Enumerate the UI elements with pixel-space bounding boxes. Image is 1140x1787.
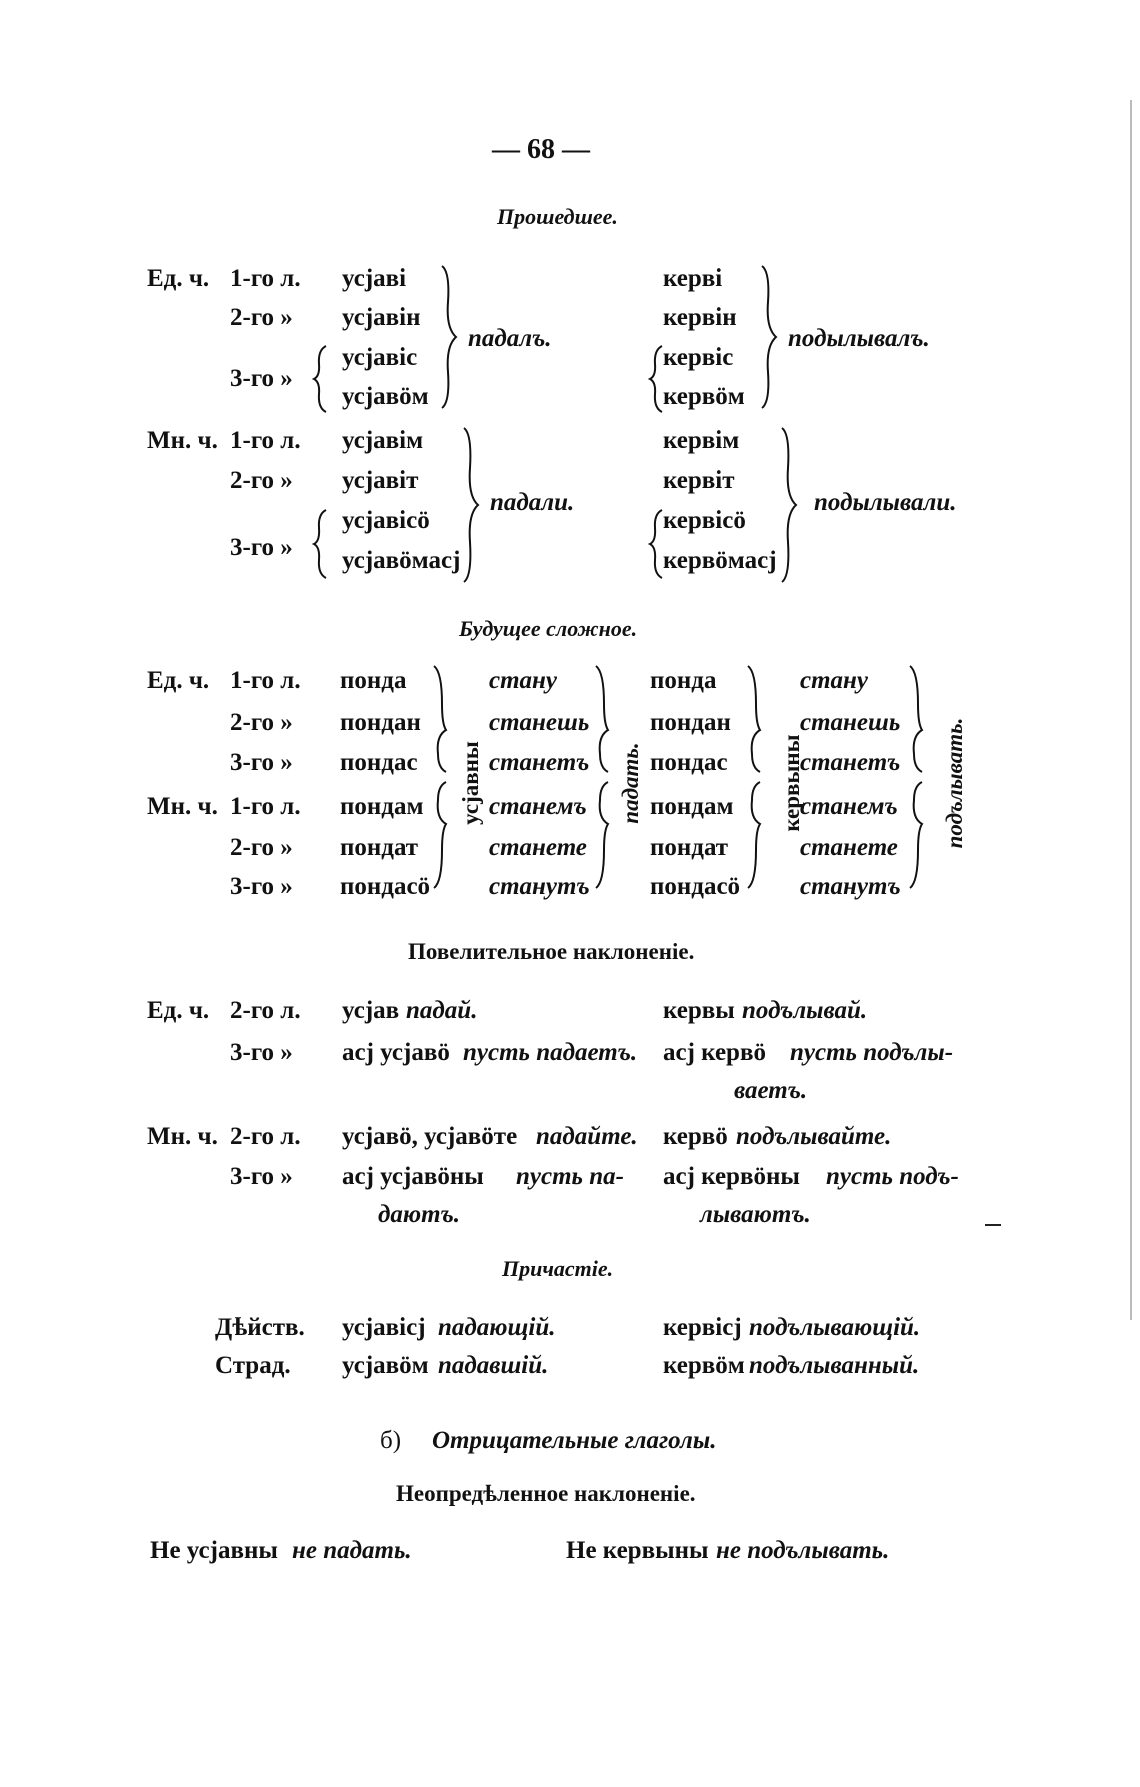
future-right-stanu-4: станемъ [800, 793, 898, 820]
margin-mark [985, 1224, 1001, 1226]
future-right-stanu-2: станешь [800, 709, 901, 736]
future-left-stanu-1: стану [489, 667, 558, 694]
past-pl-left-1: усјавім [342, 427, 424, 454]
future-left-stanu-3: станетъ [489, 749, 590, 776]
future-right-aux-4: пондам [650, 793, 734, 820]
past-sg-right-2: кервін [663, 304, 737, 331]
imp-sg3-right-translation-cont: ваетъ. [734, 1077, 808, 1104]
past-pl-p3: 3-го » [230, 534, 293, 561]
future-left-aux-5: пондат [340, 834, 419, 861]
future-person-2: 2-го » [230, 709, 293, 736]
brace-future-right-stanu-pl [908, 780, 924, 890]
future-person-3: 3-го » [230, 749, 293, 776]
negative-right-translation: не подълывать. [716, 1537, 890, 1564]
imp-sg-p2: 2-го л. [230, 997, 301, 1024]
participle-active-label: Дѣйств. [215, 1314, 305, 1341]
future-person-6: 3-го » [230, 873, 293, 900]
imp-pl3-left-translation: пусть па- [516, 1163, 624, 1190]
future-left-stanu-6: станутъ [489, 873, 590, 900]
future-left-stanu-5: станете [489, 834, 587, 861]
past-heading: Прошедшее. [497, 204, 618, 229]
brace-past-sg-3rd [312, 344, 328, 414]
future-person-5: 2-го » [230, 834, 293, 861]
imp-sg3-right-translation: пусть подълы- [790, 1039, 954, 1066]
imp-sg2-right: кервы [663, 997, 735, 1024]
future-pl-label: Мн. ч. [147, 793, 218, 820]
negative-section-letter: б) [380, 1427, 402, 1454]
past-pl-left-2: усјавіт [342, 467, 419, 494]
imp-pl3-right-translation: пусть подъ- [826, 1163, 959, 1190]
future-person-1: 1-го л. [230, 667, 301, 694]
brace-past-sg-3rd-right [648, 344, 664, 414]
past-sg-right-4: кервӧм [663, 383, 745, 410]
brace-past-pl-3rd-right [648, 508, 664, 580]
imp-pl3-left: асј усјавӧны [342, 1163, 484, 1190]
participle-passive-right-translation: подълыванный. [749, 1352, 920, 1379]
past-pl-right-4: кервӧмасј [663, 547, 777, 574]
past-sg-left-translation: падалъ. [468, 325, 552, 352]
imp-sg2-right-translation: подълывай. [742, 997, 868, 1024]
past-sg-right-3: кервіс [663, 344, 734, 371]
imp-pl3-right: асј кервӧны [663, 1163, 800, 1190]
participle-active-left-translation: падающій. [438, 1314, 556, 1341]
participle-heading: Причастіе. [502, 1256, 614, 1281]
imp-pl2-left: усјавӧ, усјавӧте [342, 1123, 518, 1150]
past-pl-left-translation: падали. [490, 489, 575, 516]
brace-past-sg-left [440, 262, 460, 412]
page-edge-line [1130, 100, 1132, 1320]
past-sg-p2: 2-го » [230, 304, 293, 331]
brace-future-right-aux-sg [746, 664, 762, 774]
brace-past-pl-3rd [312, 508, 328, 580]
past-sg-p1: 1-го л. [230, 265, 301, 292]
future-left-aux-6: пондасӧ [340, 873, 431, 900]
imp-sg3-left: асј усјавӧ [342, 1039, 450, 1066]
future-right-stanu-3: станетъ [800, 749, 901, 776]
future-translation-right: подълывать. [942, 717, 967, 849]
past-pl-left-3: усјавісӧ [342, 507, 430, 534]
participle-passive-right: кервӧм [663, 1352, 745, 1379]
future-right-aux-6: пондасӧ [650, 873, 741, 900]
brace-past-sg-right [760, 262, 780, 412]
future-right-aux-1: понда [650, 667, 717, 694]
negative-left-translation: не падать. [292, 1537, 412, 1564]
future-infinitive-right: кервыны [779, 734, 804, 832]
past-sg-right-translation: подылывалъ. [788, 325, 930, 352]
imp-pl3-right-translation-cont: лываютъ. [700, 1201, 811, 1228]
past-sg-label: Ед. ч. [147, 265, 210, 292]
past-pl-right-translation: подылывали. [814, 489, 957, 516]
brace-future-left-stanu-pl [594, 780, 610, 890]
negative-left-verb: Не усјавны [150, 1537, 278, 1564]
past-pl-p1: 1-го л. [230, 427, 301, 454]
future-left-aux-1: понда [340, 667, 407, 694]
past-pl-label: Мн. ч. [147, 427, 218, 454]
imp-pl2-right: кервӧ [663, 1123, 728, 1150]
future-right-stanu-1: стану [800, 667, 869, 694]
imp-pl2-right-translation: подълывайте. [736, 1123, 892, 1150]
participle-passive-left-translation: падавшій. [438, 1352, 549, 1379]
page-number: — 68 — [492, 134, 590, 165]
past-sg-left-1: усјаві [342, 265, 407, 292]
imp-sg3-left-translation: пусть падаетъ. [463, 1039, 638, 1066]
participle-active-right-translation: подълывающій. [749, 1314, 921, 1341]
past-pl-right-1: кервім [663, 427, 740, 454]
brace-future-left-aux-pl [432, 780, 448, 890]
past-pl-p2: 2-го » [230, 467, 293, 494]
brace-past-pl-right [780, 424, 800, 586]
past-sg-right-1: керві [663, 265, 723, 292]
future-right-aux-2: пондан [650, 709, 731, 736]
imp-pl-p2: 2-го л. [230, 1123, 301, 1150]
imp-pl3-left-translation-cont: даютъ. [378, 1201, 461, 1228]
imp-sg3-right: асј кервӧ [663, 1039, 766, 1066]
future-right-stanu-5: станете [800, 834, 898, 861]
future-translation-left: падать. [618, 742, 643, 824]
imp-sg-label: Ед. ч. [147, 997, 210, 1024]
past-sg-p3: 3-го » [230, 365, 293, 392]
future-sg-label: Ед. ч. [147, 667, 210, 694]
future-left-stanu-4: станемъ [489, 793, 587, 820]
imp-sg2-left-translation: падай. [406, 997, 478, 1024]
past-pl-left-4: усјавӧмасј [342, 547, 461, 574]
future-heading: Будущее сложное. [459, 616, 638, 641]
past-sg-left-2: усјавін [342, 304, 421, 331]
participle-passive-label: Страд. [215, 1352, 291, 1379]
participle-active-right: кервісј [663, 1314, 742, 1341]
brace-future-left-stanu-sg [594, 664, 610, 774]
future-infinitive-left: усјавны [458, 741, 483, 825]
brace-past-pl-left [462, 424, 482, 586]
past-pl-right-2: кервіт [663, 467, 735, 494]
imp-pl-p3: 3-го » [230, 1163, 293, 1190]
imp-pl-label: Мн. ч. [147, 1123, 218, 1150]
negative-section-title: Отрицательные глаголы. [432, 1427, 717, 1454]
participle-passive-left: усјавӧм [342, 1352, 429, 1379]
future-person-4: 1-го л. [230, 793, 301, 820]
brace-future-right-stanu-sg [908, 664, 924, 774]
future-left-aux-3: пондас [340, 749, 418, 776]
participle-active-left: усјавісј [342, 1314, 426, 1341]
brace-future-left-aux-sg [432, 664, 448, 774]
future-right-stanu-6: станутъ [800, 873, 901, 900]
past-sg-left-4: усјавӧм [342, 383, 429, 410]
past-pl-right-3: кервісӧ [663, 507, 746, 534]
future-left-aux-2: пондан [340, 709, 421, 736]
imperative-heading: Повелительное наклоненіе. [408, 939, 695, 964]
future-right-aux-5: пондат [650, 834, 729, 861]
future-left-aux-4: пондам [340, 793, 424, 820]
future-right-aux-3: пондас [650, 749, 728, 776]
brace-future-right-aux-pl [746, 780, 762, 890]
imp-pl2-left-translation: падайте. [536, 1123, 638, 1150]
negative-right-verb: Не кервыны [566, 1537, 709, 1564]
future-left-stanu-2: станешь [489, 709, 590, 736]
negative-infinitive-heading: Неопредѣленное наклоненіе. [396, 1481, 696, 1506]
past-sg-left-3: усјавіс [342, 344, 418, 371]
imp-sg-p3: 3-го » [230, 1039, 293, 1066]
imp-sg2-left: усјав [342, 997, 400, 1024]
